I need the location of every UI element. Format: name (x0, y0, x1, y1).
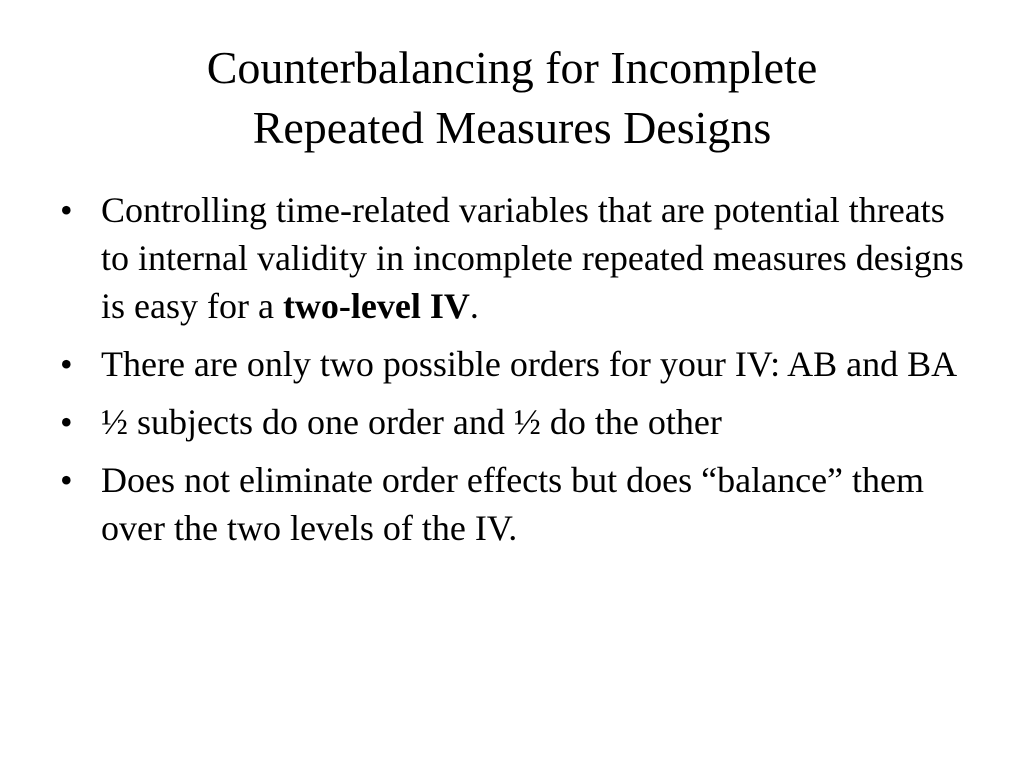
bullet-item-3 (60, 398, 980, 446)
slide-title-line-2: Repeated Measures Designs (252, 102, 772, 153)
bullet-marker-icon: • (60, 460, 73, 500)
bullet-text-1-bold: two-level IV (282, 286, 470, 326)
bullet-item-1 (60, 186, 980, 330)
bullet-text-1-before: Controlling time-related variables that are potential threats to internal validity in incomplete repeated measures designs is easy for a (101, 190, 964, 326)
slide-title (60, 38, 964, 158)
bullet-item-4 (60, 456, 980, 552)
bullet-text-1 (101, 190, 964, 326)
bullet-marker-icon: • (60, 402, 73, 442)
bullet-text-1-after: . (469, 286, 479, 326)
bullet-text-3: ½ subjects do one order and ½ do the other (101, 402, 722, 442)
bullet-list (60, 186, 980, 562)
slide-title-line-1: Counterbalancing for Incomplete (206, 42, 818, 93)
bullet-marker-icon: • (60, 344, 73, 384)
bullet-item-2 (60, 340, 980, 388)
bullet-text-2: There are only two possible orders for your IV: AB and BA (101, 344, 958, 384)
bullet-text-4: Does not eliminate order effects but does “balance” them over the two levels of the IV. (101, 460, 925, 548)
bullet-marker-icon: • (60, 190, 73, 230)
